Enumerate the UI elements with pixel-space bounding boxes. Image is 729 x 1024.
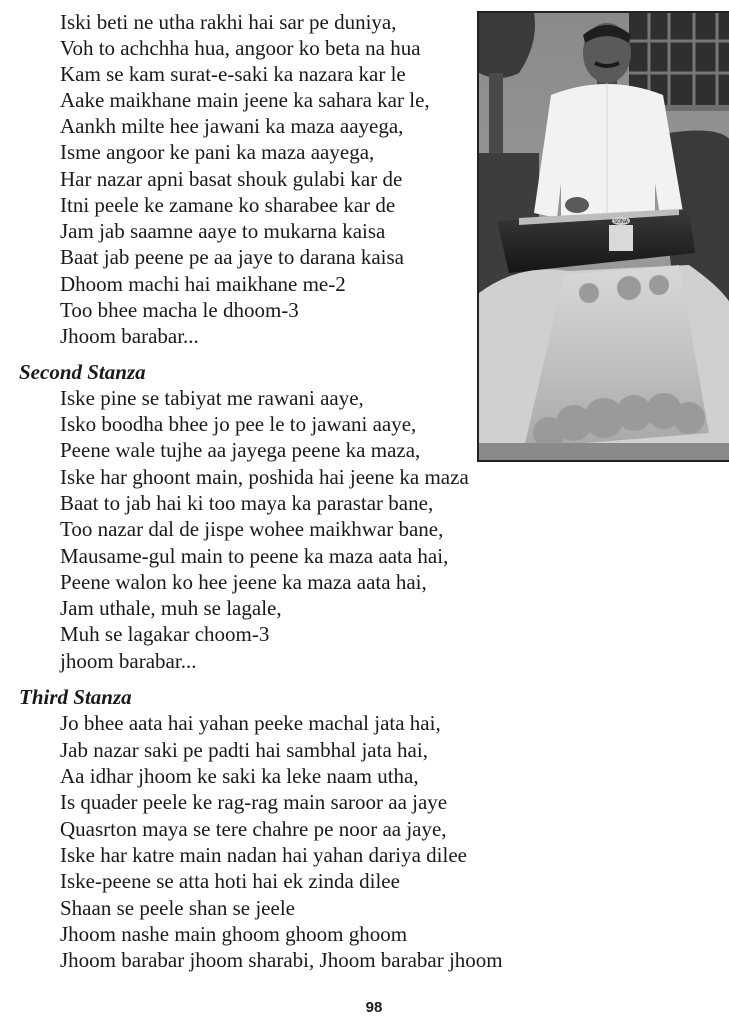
verse-line: Baat jab peene pe aa jaye to darana kaisa <box>60 245 404 269</box>
verse-line: Itni peele ke zamane ko sharabee kar de <box>60 193 396 217</box>
verse-line: Voh to achchha hua, angoor ko beta na hua <box>60 36 421 60</box>
verse-line: Iske har ghoont main, poshida hai jeene ka maza <box>60 465 469 489</box>
verse-line: Jam uthale, muh se lagale, <box>60 596 282 620</box>
verse-line: Shaan se peele shan se jeele <box>60 896 295 920</box>
verse-line: Jam jab saamne aaye to mukarna kaisa <box>60 219 386 243</box>
cloth-stand <box>479 265 729 460</box>
verse-line: Jhoom barabar... <box>60 324 199 348</box>
verse-line: Har nazar apni basat shouk gulabi kar de <box>60 167 403 191</box>
photo-harmonium-player <box>477 11 729 462</box>
verse-line: Quasrton maya se tere chahre pe noor aa jaye, <box>60 817 447 841</box>
verse-line: Iske har katre main nadan hai yahan dariya dilee <box>60 843 467 867</box>
verse-line: jhoom barabar... <box>60 649 197 673</box>
verse-line: Aa idhar jhoom ke saki ka leke naam utha, <box>60 764 419 788</box>
verse-line: Jhoom barabar jhoom sharabi, Jhoom barabar jhoom <box>60 948 503 972</box>
verse-line: Too nazar dal de jispe wohee maikhwar bane, <box>60 517 444 541</box>
verse-line: Mausame-gul main to peene ka maza aata hai, <box>60 544 449 568</box>
verse-line: Jab nazar saki pe padti hai sambhal jata hai, <box>60 738 428 762</box>
verse-line: Isme angoor ke pani ka maza aayega, <box>60 140 375 164</box>
verse-line: Jhoom nashe main ghoom ghoom ghoom <box>60 922 408 946</box>
verse-line: Dhoom machi hai maikhane me-2 <box>60 272 346 296</box>
harmonium-brand-text: SONA <box>613 219 629 225</box>
verse-line: Kam se kam surat-e-saki ka nazara kar le <box>60 62 406 86</box>
verse-line: Iski beti ne utha rakhi hai sar pe duniya, <box>60 10 397 34</box>
stanza-heading-second: Second Stanza <box>19 360 146 384</box>
verse-line: Aake maikhane main jeene ka sahara kar le, <box>60 88 430 112</box>
verse-line: Is quader peele ke rag-rag main saroor aa jaye <box>60 790 448 814</box>
verse-line: Iske pine se tabiyat me rawani aaye, <box>60 386 364 410</box>
verse-line: Aankh milte hee jawani ka maza aayega, <box>60 114 404 138</box>
stanza-heading-third: Third Stanza <box>19 685 132 709</box>
verse-line: Peene wale tujhe aa jayega peene ka maza, <box>60 438 421 462</box>
page-number: 98 <box>365 999 383 1016</box>
photo-illustration <box>479 13 729 460</box>
verse-line: Isko boodha bhee jo pee le to jawani aaye, <box>60 412 417 436</box>
verse-line: Baat to jab hai ki too maya ka parastar bane, <box>60 491 434 515</box>
verse-line: Iske-peene se atta hoti hai ek zinda dilee <box>60 869 400 893</box>
verse-line: Jo bhee aata hai yahan peeke machal jata hai, <box>60 711 441 735</box>
verse-line: Muh se lagakar choom-3 <box>60 622 270 646</box>
verse-line: Too bhee macha le dhoom-3 <box>60 298 299 322</box>
verse-line: Peene walon ko hee jeene ka maza aata hai, <box>60 570 427 594</box>
